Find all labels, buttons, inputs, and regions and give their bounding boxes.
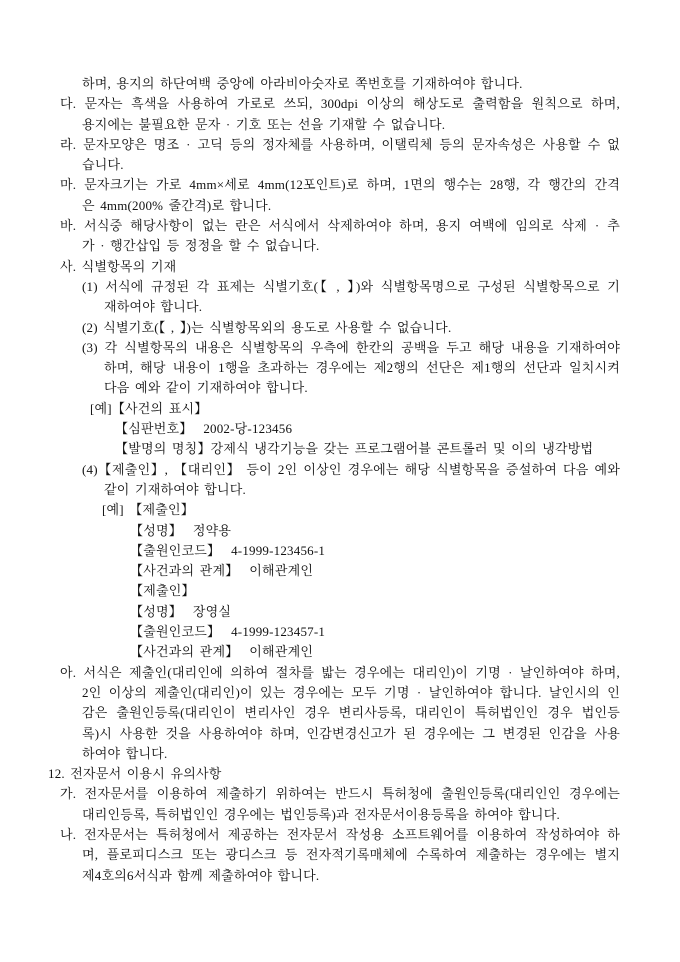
text-line: [예] 【제출인】 [102,502,194,518]
text-line: 다음 예와 같이 기재하여야 합니다. [104,380,308,396]
text-line: 나. 전자문서는 특허청에서 제공하는 전자문서 작성용 소프트웨어를 이용하여 작성하여야 하 [60,826,620,842]
text-line: 사. 식별항목의 기재 [60,258,177,274]
text-line: 【성명】 정약용 [130,522,232,538]
text-line: 마. 문자크기는 가로 4mm×세로 4mm(12포인트)로 하며, 1면의 행수는 28행, 각 행간의 간격 [60,177,620,193]
text-line: 【성명】 장영실 [130,603,232,619]
text-line: 【사건과의 관계】 이해관계인 [130,563,314,579]
text-line: 하며, 해당 내용이 1행을 초과하는 경우에는 제2행의 선단은 제1행의 선단과 일치시켜 [104,360,620,376]
text-line: (3) 각 식별항목의 내용은 식별항목의 우측에 한칸의 공백을 두고 해당 내용을 기재하여야 [82,339,620,355]
text-line: 【출원인코드】 4-1999-123457-1 [130,624,326,640]
text-line: 며, 플로피디스크 또는 광디스크 등 전자적기록매체에 수록하여 제출하는 경우에는 별지 [82,847,620,863]
text-line: 가. 전자문서를 이용하여 제출하기 위하여는 반드시 특허청에 출원인등록(대리인인 경우에는 [60,786,620,802]
text-line: 용지에는 불필요한 문자 · 기호 또는 선을 기재할 수 없습니다. [82,116,446,132]
document-text-body [0,74,680,886]
text-line: 은 4mm(200% 줄간격)로 합니다. [82,197,272,213]
text-line: 록)시 사용한 것을 사용하여야 하며, 인감변경신고가 된 경우에는 그 변경된 인감을 사용 [82,725,620,741]
text-line: 감은 출원인등록(대리인이 변리사인 경우 변리사등록, 대리인이 특허법인인 경우 법인등 [82,705,620,721]
text-line: [예]【사건의 표시】 [90,400,208,416]
text-line: 라. 문자모양은 명조 · 고딕 등의 정자체를 사용하며, 이탤릭체 등의 문자속성은 사용할 수 없 [60,136,620,152]
text-line: 하며, 용지의 하단여백 중앙에 아라비아숫자로 쪽번호를 기재하여야 합니다. [82,76,523,91]
text-line: 가 · 행간삽입 등 정정을 할 수 없습니다. [82,238,320,254]
text-line: 2인 이상의 제출인(대리인)이 있는 경우에는 모두 기명 · 날인하여야 합니다. 날인시의 인 [82,684,620,700]
text-line: 아. 서식은 제출인(대리인에 의하여 절차를 밟는 경우에는 대리인)이 기명 · 날인하여야 하며, [60,664,620,680]
text-line: 바. 서식중 해당사항이 없는 란은 서식에서 삭제하여야 하며, 용지 여백에 임의로 삭제 · 추 [60,218,620,234]
text-line: 12. 전자문서 이용시 유의사항 [48,766,222,782]
text-line: 【제출인】 [130,583,195,599]
text-line: (4)【제출인】, 【대리인】 등이 2인 이상인 경우에는 해당 식별항목을 증설하여 다음 예와 [82,461,620,477]
text-line: 【출원인코드】 4-1999-123456-1 [130,542,326,558]
text-line: 대리인등록, 특허법인인 경우에는 법인등록)과 전자문서이용등록을 하여야 합니다. [82,806,560,822]
text-line: 다. 문자는 흑색을 사용하여 가로로 쓰되, 300dpi 이상의 해상도로 출력함을 원칙으로 하며, [60,96,620,112]
text-line: 하여야 합니다. [82,745,168,761]
text-line: (1) 서식에 규정된 각 표제는 식별기호(【 , 】)와 식별항목명으로 구성된 식별항목으로 기 [82,278,620,294]
text-line: 【발명의 명칭】강제식 냉각기능을 갖는 프로그램어블 콘트롤러 및 이의 냉각방법 [115,441,594,457]
text-line: 【사건과의 관계】 이해관계인 [130,644,314,660]
text-line: 제4호의6서식과 함께 제출하여야 합니다. [82,867,320,883]
text-line: 【심판번호】 2002-당-123456 [115,421,293,437]
text-line: 같이 기재하여야 합니다. [104,481,246,497]
text-line: 습니다. [82,157,124,173]
text-line: (2) 식별기호(【 , 】)는 식별항목외의 용도로 사용할 수 없습니다. [82,319,452,335]
text-line: 재하여야 합니다. [104,299,203,315]
